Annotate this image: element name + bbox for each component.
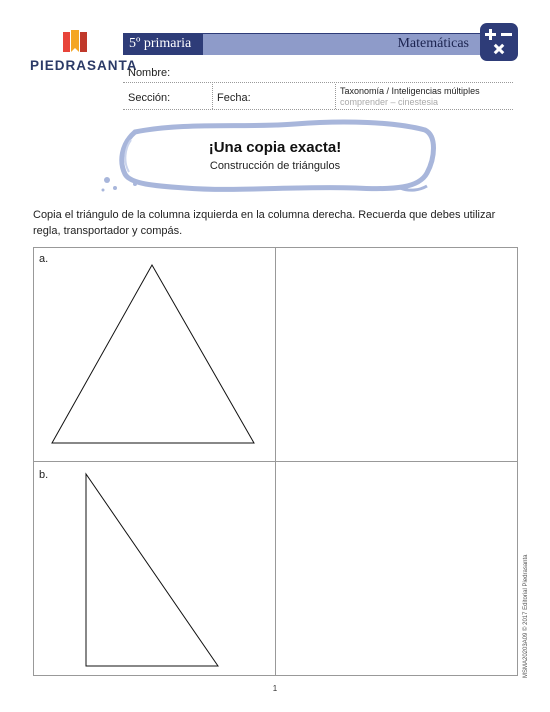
section-label: Sección: <box>128 92 171 104</box>
activity-title: ¡Una copia exacta! <box>208 139 342 156</box>
taxonomy-label: Taxonomía / Inteligencias múltiples <box>340 86 480 96</box>
taxonomy-sub-label: comprender – cinestesia <box>340 97 439 107</box>
date-label: Fecha: <box>217 92 251 104</box>
activity-subtitle: Construcción de triángulos <box>209 160 341 172</box>
page-number: 1 <box>272 684 278 693</box>
exercise-a-label: a. <box>39 253 49 265</box>
instructions: Copia el triángulo de la columna izquierda en la columna derecha. Recuerda que debes utilizar regla, transportador y compás. <box>33 209 496 237</box>
exercise-b-label: b. <box>39 469 49 481</box>
brand-name: PIEDRASANTA <box>30 58 138 73</box>
grade-label: 5º primaria <box>123 33 203 55</box>
triangle-a <box>52 265 254 443</box>
copyright-note: MSMA20203A09 © 2017 Editorial Piedrasanta <box>523 554 529 678</box>
name-label: Nombre: <box>128 67 171 79</box>
triangle-b <box>86 474 218 666</box>
subject-label: Matemáticas <box>397 36 469 51</box>
